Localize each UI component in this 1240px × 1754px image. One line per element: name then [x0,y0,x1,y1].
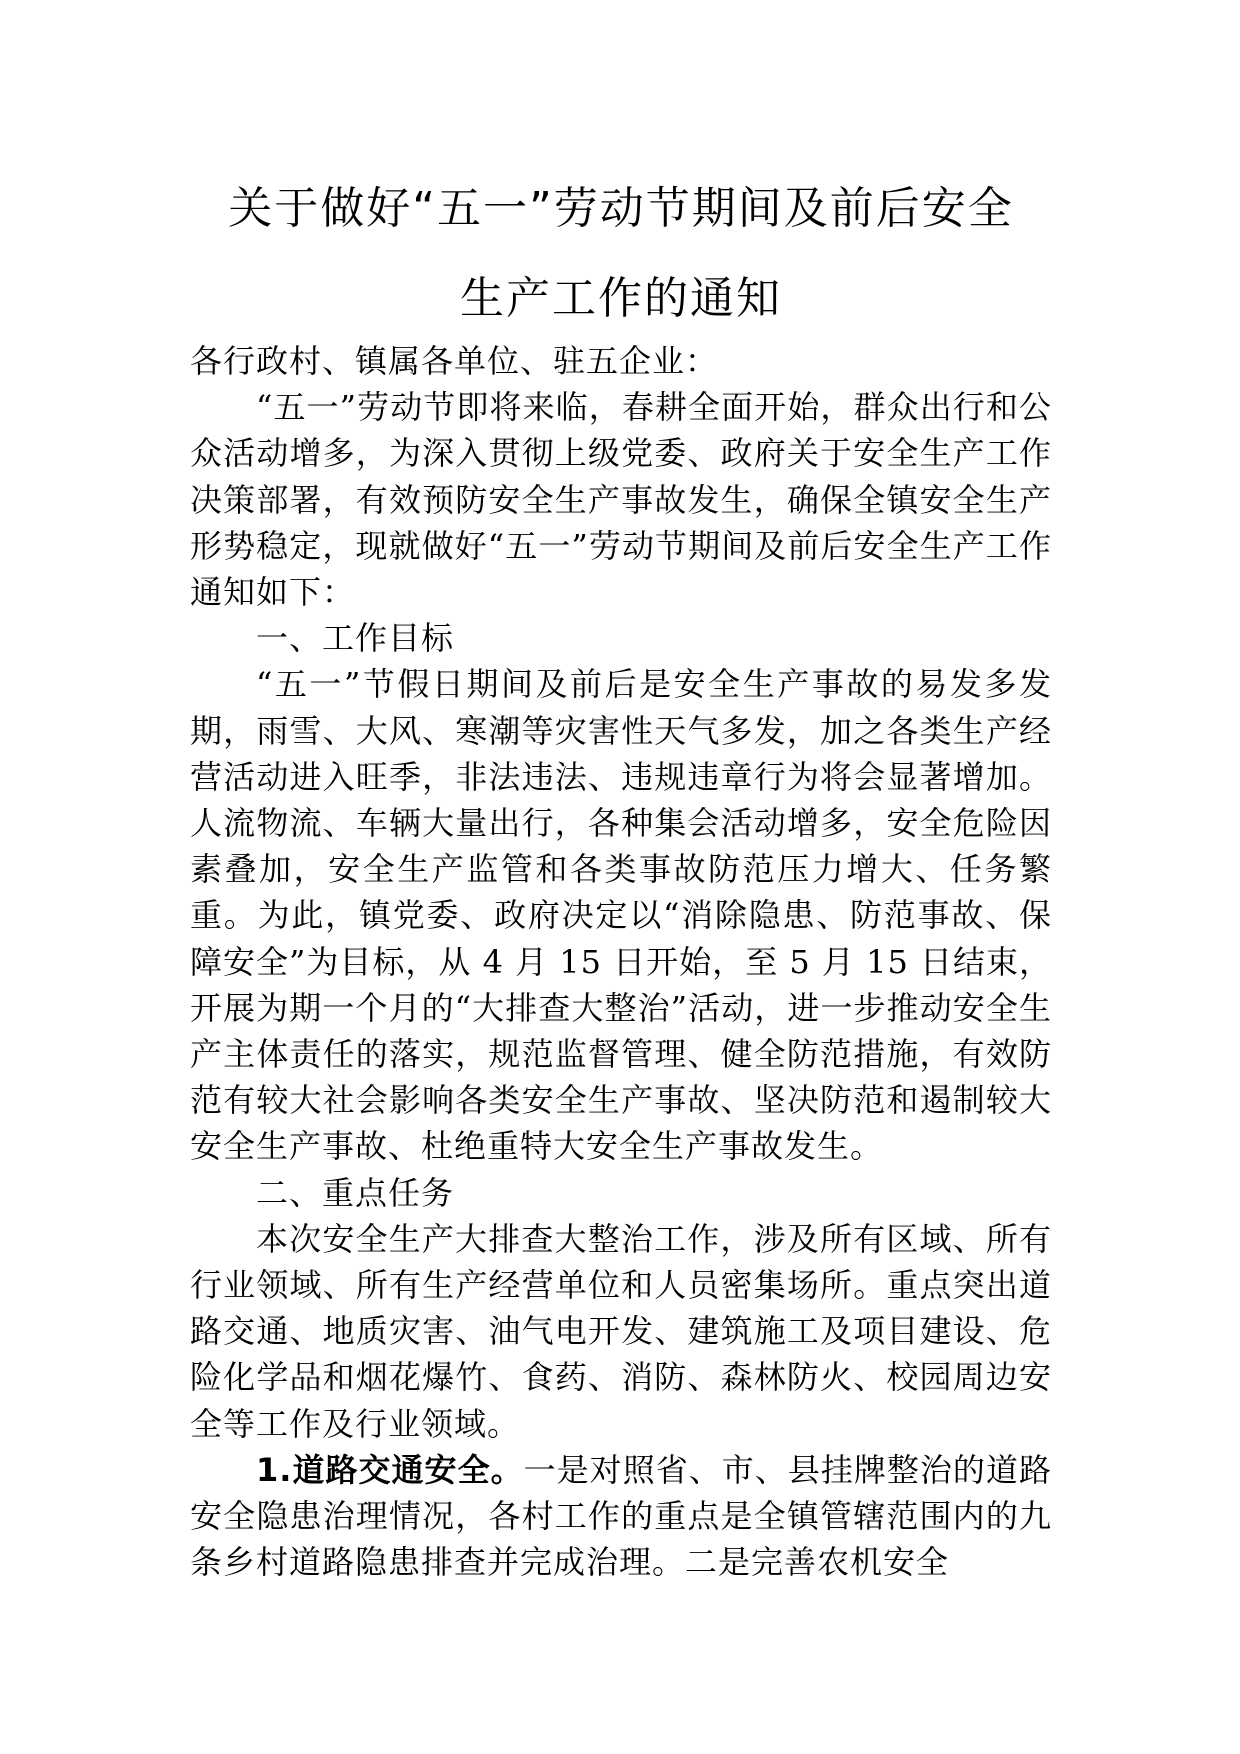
document-body [190,338,1052,1585]
section-1-paragraph: “五一”节假日期间及前后是安全生产事故的易发多发期，雨雪、大风、寒潮等灾害性天气多发，加之各类生产经营活动进入旺季，非法违法、违规违章行为将会显著增加。人流物流、车辆大量出行，各种集会活动增多，安全危险因素叠加，安全生产监管和各类事故防范压力增大、任务繁重。为此，镇党委、政府决定以“消除隐患、防范事故、保障安全”为目标，从 4 月 15 日开始，至 5 月 15 日结束，开展为期一个月的“大排查大整治”活动，进一步推动安全生产主体责任的落实，规范监督管理、健全防范措施，有效防范有较大社会影响各类安全生产事故、坚决防范和遏制较大安全生产事故、杜绝重特大安全生产事故发生。 [190,665,1052,1166]
item-1-paragraph [190,1447,1052,1586]
section-2-paragraph: 本次安全生产大排查大整治工作，涉及所有区域、所有行业领域、所有生产经营单位和人员密集场所。重点突出道路交通、地质灾害、油气电开发、建筑施工及项目建设、危险化学品和烟花爆竹、食药、消防、森林防火、校园周边安全等工作及行业领域。 [190,1219,1052,1443]
section-2-heading: 二、重点任务 [256,1173,455,1212]
salutation: 各行政村、镇属各单位、驻五企业： [190,342,719,380]
section-1-heading: 一、工作目标 [256,619,455,658]
item-1-text: 一是对照省、市、县挂牌整治的道路安全隐患治理情况，各村工作的重点是全镇管辖范围内的九条乡村道路隐患排查并完成治理。二是完善农机安全 [190,1450,1052,1582]
intro-paragraph: “五一”劳动节即将来临，春耕全面开始，群众出行和公众活动增多，为深入贯彻上级党委、政府关于安全生产工作决策部署，有效预防安全生产事故发生，确保全镇安全生产形势稳定，现就做好“五一”劳动节期间及前后安全生产工作通知如下： [190,388,1052,612]
document-title-line-2: 生产工作的通知 [460,273,782,324]
document-title-line-1: 关于做好“五一”劳动节期间及前后安全 [228,183,1014,234]
item-1-heading: 1.道路交通安全。 [256,1450,524,1489]
